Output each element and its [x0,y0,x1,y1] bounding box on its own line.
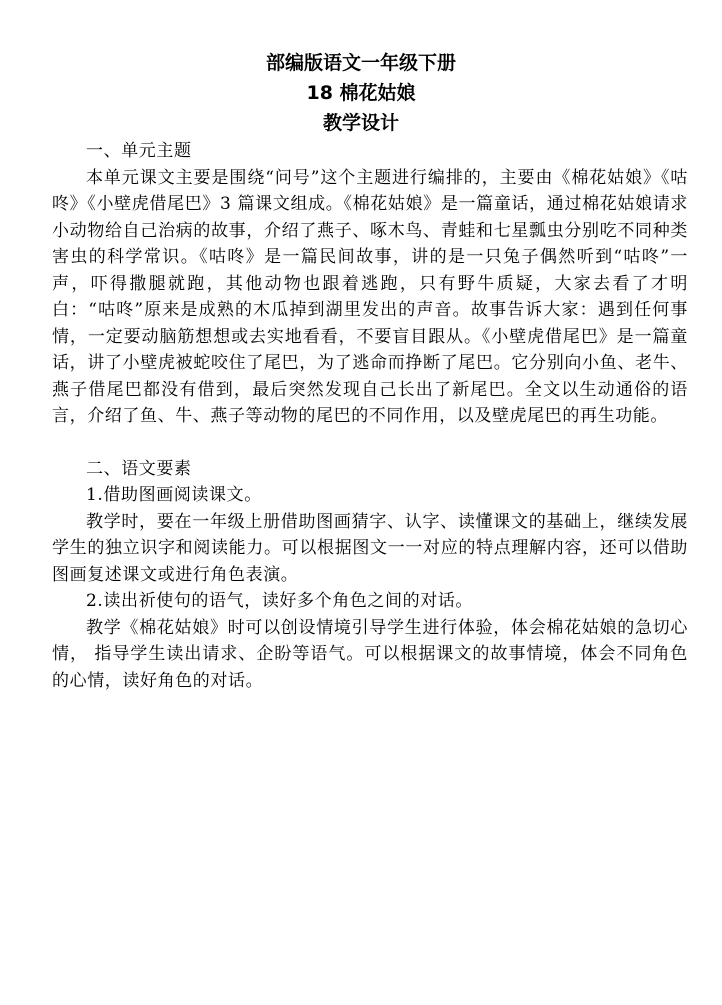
point-paragraph-2: 教学《棉花姑娘》时可以创设情境引导学生进行体验，体会棉花姑娘的急切心情， 指导学生读出请求、企盼等语气。可以根据课文的故事情境，体会不同角色的心情，读好角色的对话。 [52,617,688,691]
point-heading-2: 2.读出祈使句的语气，读好多个角色之间的对话。 [86,591,474,611]
unit-theme-paragraph: 本单元课文主要是围绕“问号”这个主题进行编排的，主要由《棉花姑娘》《咕咚》《小壁虎借尾巴》3 篇课文组成。《棉花姑娘》是一篇童话，通过棉花姑娘请求小动物给自己治病的故事，介绍了燕子、啄木鸟、青蛙和七星瓢虫分别吃不同种类害虫的科学常识。《咕咚》是一篇民间故事，讲的是一只兔子偶然听到“咕咚”一声，吓得撒腿就跑，其他动物也跟着逃跑，只有野牛质疑，大家去看了才明白：“咕咚”原来是成熟的木瓜掉到湖里发出的声音。故事告诉大家：遇到任何事情，一定要动脑筋想想或去实地看看，不要盲目跟从。《小壁虎借尾巴》是一篇童话，讲了小壁虎被蛇咬住了尾巴，为了逃命而挣断了尾巴。它分别向小鱼、老牛、燕子借尾巴都没有借到，最后突然发现自己长出了新尾巴。全文以生动通俗的语言，介绍了鱼、牛、燕子等动物的尾巴的不同作用，以及壁虎尾巴的再生功能。 [52,167,688,426]
section-heading-unit-theme: 一、单元主题 [86,141,192,161]
design-title: 教学设计 [322,112,399,134]
document-body [52,138,688,694]
section-heading-language-elements: 二、语文要素 [86,458,192,479]
point-paragraph-1: 教学时，要在一年级上册借助图画猜字、认字、读懂课文的基础上，继续发展学生的独立识字和阅读能力。可以根据图文一一对应的特点理解内容，还可以借助图画复述课文或进行角色表演。 [52,511,688,585]
title-block [0,48,722,138]
lesson-title: 18 棉花姑娘 [306,82,416,104]
point-heading-1: 1.借助图画阅读课文。 [86,485,262,505]
document-title: 部编版语文一年级下册 [265,52,456,74]
